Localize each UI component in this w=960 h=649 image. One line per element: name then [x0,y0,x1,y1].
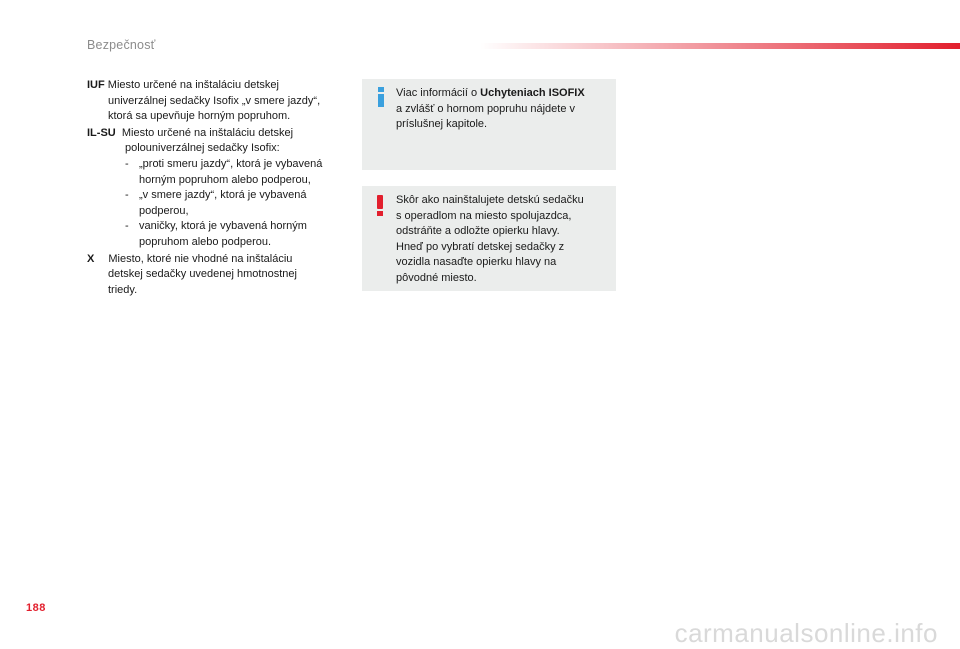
term-x: X [87,252,95,265]
bullet-dash: - [125,189,129,202]
list-item-line: „proti smeru jazdy“, ktorá je vybavená [139,157,323,170]
info-box [362,79,616,170]
page-number: 188 [26,602,46,614]
list-item [87,157,347,188]
bullet-list [87,157,347,251]
warning-line: Hneď po vybratí detskej sedačky z [396,240,565,253]
warning-box [362,186,616,291]
info-prefix: Viac informácií o [396,87,481,99]
list-item [87,188,347,219]
watermark: carmanualsonline.info [674,618,938,648]
warning-icon [376,195,384,215]
definition-iuf [87,78,347,125]
bullet-dash: - [125,220,129,233]
section-title: Bezpečnosť [87,38,156,52]
list-item-line: „v smere jazdy“, ktorá je vybavená [139,189,307,202]
term-il-su: IL-SU [87,126,116,139]
warning-line: s operadlom na miesto spolujazdca, [396,209,572,222]
list-item-line: vaničky, ktorá je vybavená horným [139,220,307,233]
warning-line: vozidla nasaďte opierku hlavy na [396,256,557,269]
warning-box-text [396,193,608,287]
definition-line: univerzálnej sedačky Isofix „v smere jazdy“, [108,94,321,107]
term-iuf: IUF [87,79,105,91]
definition-il-su-text: Miesto určené na inštaláciu detskej [115,126,294,139]
list-item-line: horným popruhom alebo podperou, [139,173,311,186]
bullet-dash: - [125,157,129,170]
list-item-line: podperou, [139,204,189,217]
definitions-column [87,78,347,299]
warning-line: odstráňte a odložte opierku hlavy. [396,225,560,238]
definition-il-su [87,126,347,251]
info-box-text [396,86,608,133]
definition-line: detskej sedačky uvedenej hmotnostnej [108,268,297,281]
header-accent-bar [480,43,960,49]
info-line: a zvlášť o hornom popruhu nájdete v [396,102,576,115]
definition-x-text: Miesto, ktoré nie vhodné na inštaláciu [108,252,293,265]
definition-line: ktorá sa upevňuje horným popruhom. [108,110,291,123]
list-item [87,219,347,250]
info-link-text: Uchyteniach ISOFIX [480,87,585,99]
definition-line: polouniverzálnej sedačky Isofix: [125,142,280,155]
list-item-line: popruhom alebo podperou. [139,235,272,248]
info-line: príslušnej kapitole. [396,118,488,131]
definition-iuf-text: Miesto určené na inštaláciu detskej [104,79,279,91]
info-icon [374,88,388,108]
definition-line: triedy. [108,283,138,296]
definition-x [87,252,347,299]
warning-line: pôvodné miesto. [396,271,477,284]
warning-line: Skôr ako nainštalujete detskú sedačku [396,194,584,206]
